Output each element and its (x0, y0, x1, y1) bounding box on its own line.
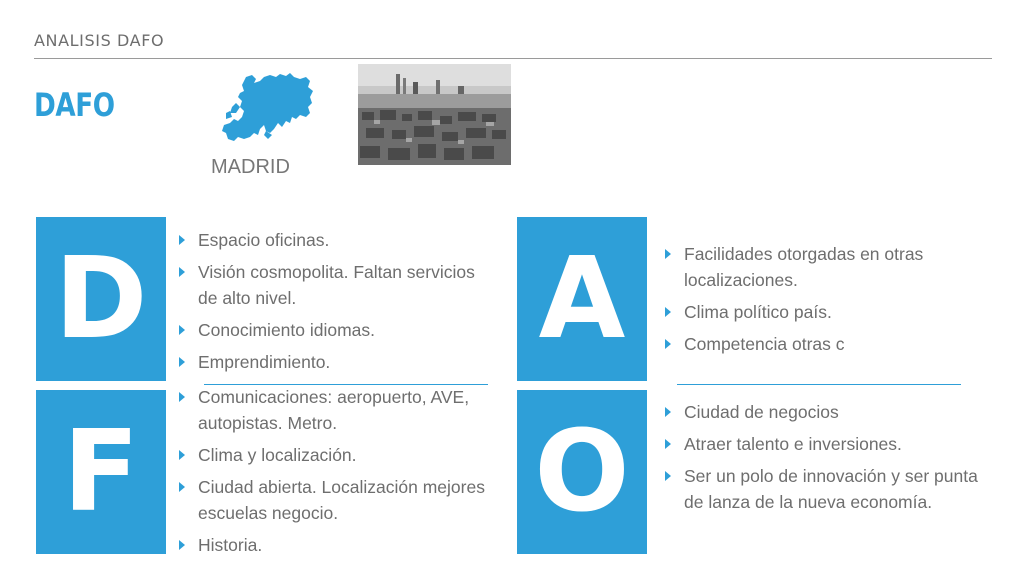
header-title: ANALISIS DAFO (34, 31, 165, 50)
list-item-text: Comunicaciones: aeropuerto, AVE, autopistas. Metro. (198, 387, 470, 433)
bullet-arrow-icon (179, 235, 185, 245)
letter-box-f: F (36, 390, 166, 554)
bullet-arrow-icon (179, 450, 185, 460)
list-item-text: Emprendimiento. (198, 352, 331, 372)
letter-box-a: A (517, 217, 647, 381)
list-item-text: Espacio oficinas. (198, 230, 330, 250)
list-item (664, 399, 984, 425)
bullet-arrow-icon (665, 307, 671, 317)
bullet-arrow-icon (665, 471, 671, 481)
list-item (664, 431, 984, 457)
list-item-text: Atraer talento e inversiones. (684, 434, 902, 454)
list-item (178, 532, 498, 558)
list-item (178, 384, 498, 436)
list-item-text: Ciudad abierta. Localización mejores escuelas negocio. (198, 477, 485, 523)
list-item (178, 227, 498, 253)
list-item-text: Ciudad de negocios (684, 402, 839, 422)
letter-box-d: D (36, 217, 166, 381)
letter-box-o: O (517, 390, 647, 554)
list-item (178, 259, 498, 311)
list-item-text: Ser un polo de innovación y ser punta de lanza de la nueva economía. (684, 466, 978, 512)
section-divider-right (677, 384, 961, 385)
list-item (664, 463, 984, 515)
debilidades-list (178, 227, 498, 381)
list-item (178, 349, 498, 375)
list-item-text: Facilidades otorgadas en otras localizaciones. (684, 244, 924, 290)
list-item (664, 331, 984, 357)
amenazas-list (664, 241, 984, 363)
bullet-arrow-icon (179, 267, 185, 277)
bullet-arrow-icon (179, 325, 185, 335)
header-divider (34, 58, 992, 59)
bullet-arrow-icon (665, 249, 671, 259)
madrid-skyline-photo (358, 64, 511, 165)
list-item (178, 474, 498, 526)
oportunidades-list (664, 399, 984, 521)
list-item (664, 299, 984, 325)
page-title: DAFO (34, 86, 115, 124)
list-item-text: Historia. (198, 535, 263, 555)
list-item (178, 317, 498, 343)
list-item (664, 241, 984, 293)
fortalezas-list (178, 384, 498, 564)
list-item-text: Clima y localización. (198, 445, 357, 465)
bullet-arrow-icon (179, 540, 185, 550)
list-item-text: Clima político país. (684, 302, 832, 322)
bullet-arrow-icon (179, 357, 185, 367)
list-item-text: Conocimiento idiomas. (198, 320, 376, 340)
list-item-text: Visión cosmopolita. Faltan servicios de alto nivel. (198, 262, 475, 308)
bullet-arrow-icon (665, 339, 671, 349)
bullet-arrow-icon (665, 439, 671, 449)
list-item-text: Competencia otras c (684, 334, 845, 354)
bullet-arrow-icon (179, 392, 185, 402)
bullet-arrow-icon (665, 407, 671, 417)
list-item (178, 442, 498, 468)
city-label: MADRID (211, 156, 290, 178)
europe-map-icon (220, 73, 316, 143)
bullet-arrow-icon (179, 482, 185, 492)
